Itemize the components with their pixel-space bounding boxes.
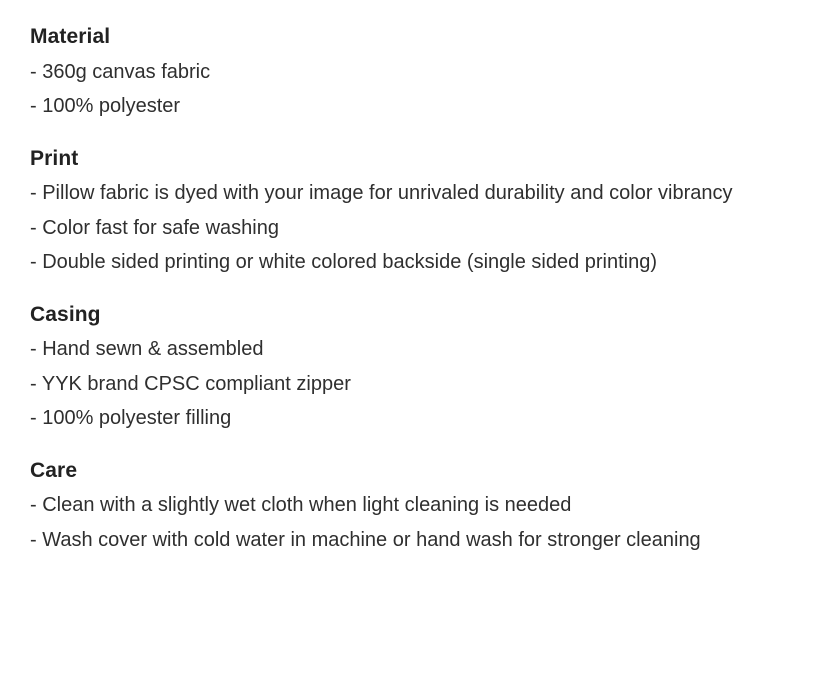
section-line: - Wash cover with cold water in machine or hand wash for stronger cleaning [30,528,701,551]
section-casing [30,300,804,436]
section-line: - Hand sewn & assembled [30,338,264,361]
section-line: - 100% polyester filling [30,407,232,430]
section-line: - Double sided printing or white colored backside (single sided printing) [30,251,658,274]
section-line: - 100% polyester [30,95,181,118]
section-line: - Color fast for safe washing [30,216,279,239]
section-line: - YYK brand CPSC compliant zipper [30,372,351,395]
section-line: - Pillow fabric is dyed with your image for unrivaled durability and color vibrancy [30,182,733,205]
section-print [30,144,804,280]
section-material [30,22,804,124]
section-heading-print: Print [30,146,79,170]
section-heading-care: Care [30,458,78,482]
section-heading-material: Material [30,25,111,48]
section-line: - Clean with a slightly wet cloth when light cleaning is needed [30,494,572,517]
section-care [30,456,804,558]
section-line: - 360g canvas fabric [30,60,211,83]
section-heading-casing: Casing [30,302,101,326]
